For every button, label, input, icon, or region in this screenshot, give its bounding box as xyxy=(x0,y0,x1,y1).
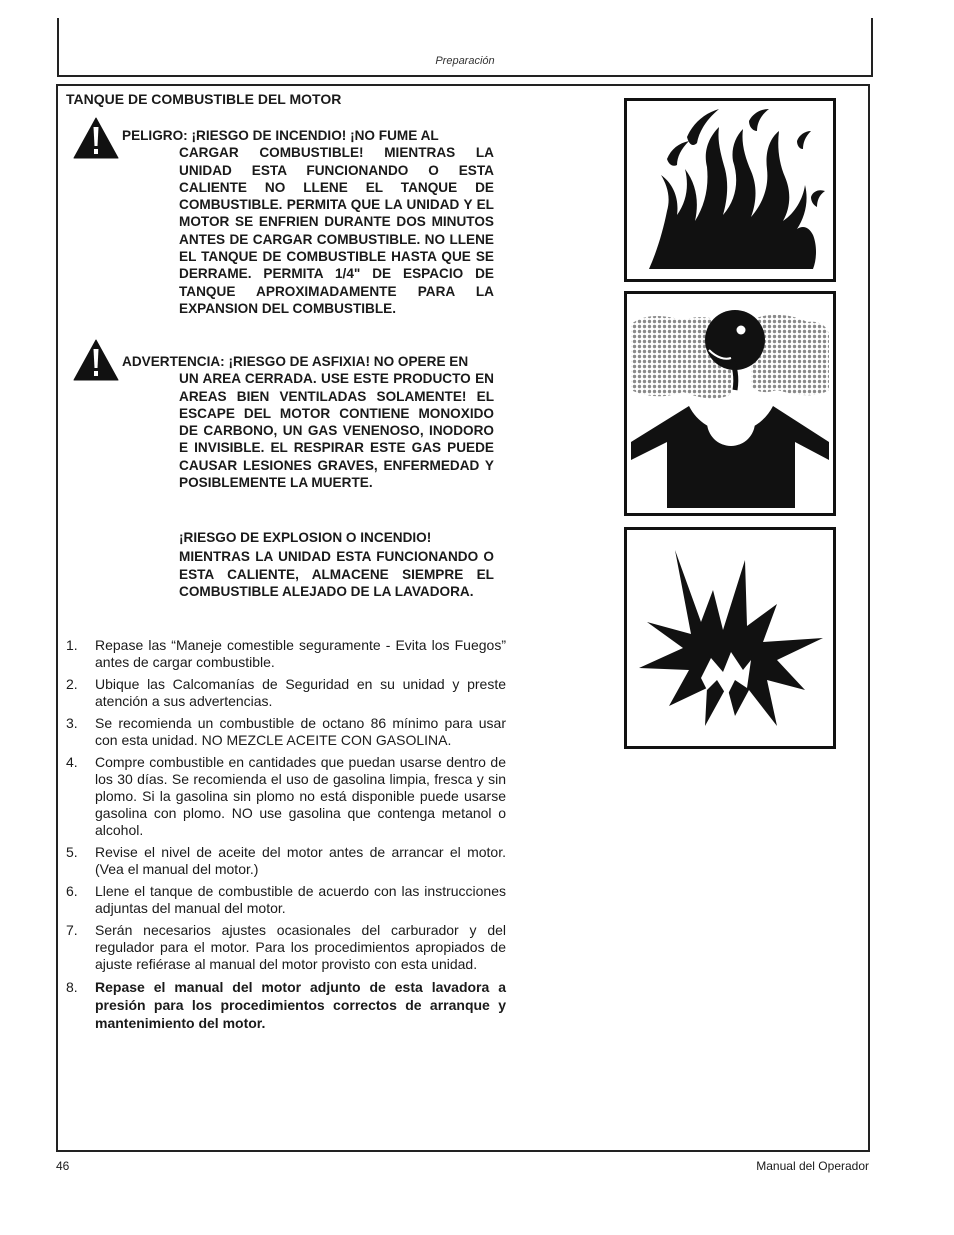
page-number: 46 xyxy=(56,1159,70,1173)
explosion-warning xyxy=(179,529,494,600)
warning-body: UN AREA CERRADA. USE ESTE PRODUCTO EN AREAS BIEN VENTILADAS SOLAMENTE! EL ESCAPE DEL MOTOR CONTIENE MONOXIDO DE CARBONO, UN GAS VENENOSO, INODORO E INVISIBLE. EL RESPIRAR ESTE GAS PUEDE CAUSAR LESIONES GRAVES, ENFERMEDAD Y POSIBLEMENTE LA MUERTE. xyxy=(179,371,494,491)
warning-triangle-icon xyxy=(73,339,119,381)
explosion-body: MIENTRAS LA UNIDAD ESTA FUNCIONANDO O ESTA CALIENTE, ALMACENE SIEMPRE EL COMBUSTIBLE ALEJADO DE LA LAVADORA. xyxy=(179,549,494,599)
exhaust-gas-icon xyxy=(627,294,833,513)
list-item: 6. Llene el tanque de combustible de acuerdo con las instrucciones adjuntas del manual del motor. xyxy=(66,883,506,916)
explosion-pictogram xyxy=(624,527,836,749)
header-frame xyxy=(57,18,873,77)
manual-name: Manual del Operador xyxy=(756,1159,869,1173)
warning-lead: PELIGRO: ¡RIESGO DE INCENDIO! ¡NO FUME AL xyxy=(122,128,439,143)
explosion-heading: ¡RIESGO DE EXPLOSION O INCENDIO! xyxy=(179,530,432,545)
asphyxia-pictogram xyxy=(624,291,836,516)
list-item: 4. Compre combustible en cantidades que puedan usarse dentro de los 30 días. Se recomienda el uso de gasolina limpia, fresca y sin plomo. Si la gasolina sin plomo no está disponible puede usarse gasolina con plomo. NO use gasolina que contenga metanol o alcohol. xyxy=(66,754,506,838)
warning-triangle-icon xyxy=(73,117,119,159)
flame-icon xyxy=(627,101,833,279)
fire-danger-warning xyxy=(122,127,494,317)
page-title: TANQUE DE COMBUSTIBLE DEL MOTOR xyxy=(66,91,342,107)
list-item: 2. Ubique las Calcomanías de Seguridad en su unidad y preste atención a sus advertencias. xyxy=(66,676,506,709)
warning-body: CARGAR COMBUSTIBLE! MIENTRAS LA UNIDAD ESTA FUNCIONANDO O ESTA CALIENTE NO LLENE EL TANQUE DE COMBUSTIBLE. PERMITA QUE LA UNIDAD Y EL MOTOR SE ENFRIEN DURANTE DOS MINUTOS ANTES DE CARGAR COMBUSTIBLE. NO LLENE EL TANQUE DE COMBUSTIBLE HASTA QUE SE DERRAME. PERMITA 1/4" DE ESPACIO DE TANQUE APROXIMADAMENTE PARA LA EXPANSION DEL COMBUSTIBLE. xyxy=(179,145,494,316)
list-item: 8. Repase el manual del motor adjunto de esta lavadora a presión para los procedimientos correctos de arranque y mantenimiento del motor. xyxy=(66,979,506,1031)
steps-list xyxy=(66,637,506,1037)
fire-pictogram xyxy=(624,98,836,282)
warning-lead: ADVERTENCIA: ¡RIESGO DE ASFIXIA! NO OPERE EN xyxy=(122,354,469,369)
list-item: 7. Serán necesarios ajustes ocasionales del carburador y del regulador para el motor. Para los procedimientos apropiados de ajuste refiérase al manual del motor provisto con esta unidad. xyxy=(66,922,506,972)
list-item: 5. Revise el nivel de aceite del motor antes de arrancar el motor. (Vea el manual del motor.) xyxy=(66,844,506,877)
section-label: Preparación xyxy=(435,55,495,67)
explosion-icon xyxy=(627,530,833,746)
list-item: 3. Se recomienda un combustible de octano 86 mínimo para usar con esta unidad. NO MEZCLE ACEITE CON GASOLINA. xyxy=(66,715,506,748)
list-item: 1. Repase las “Maneje comestible seguramente - Evita los Fuegos” antes de cargar combustible. xyxy=(66,637,506,670)
asphyxia-warning xyxy=(122,353,494,491)
